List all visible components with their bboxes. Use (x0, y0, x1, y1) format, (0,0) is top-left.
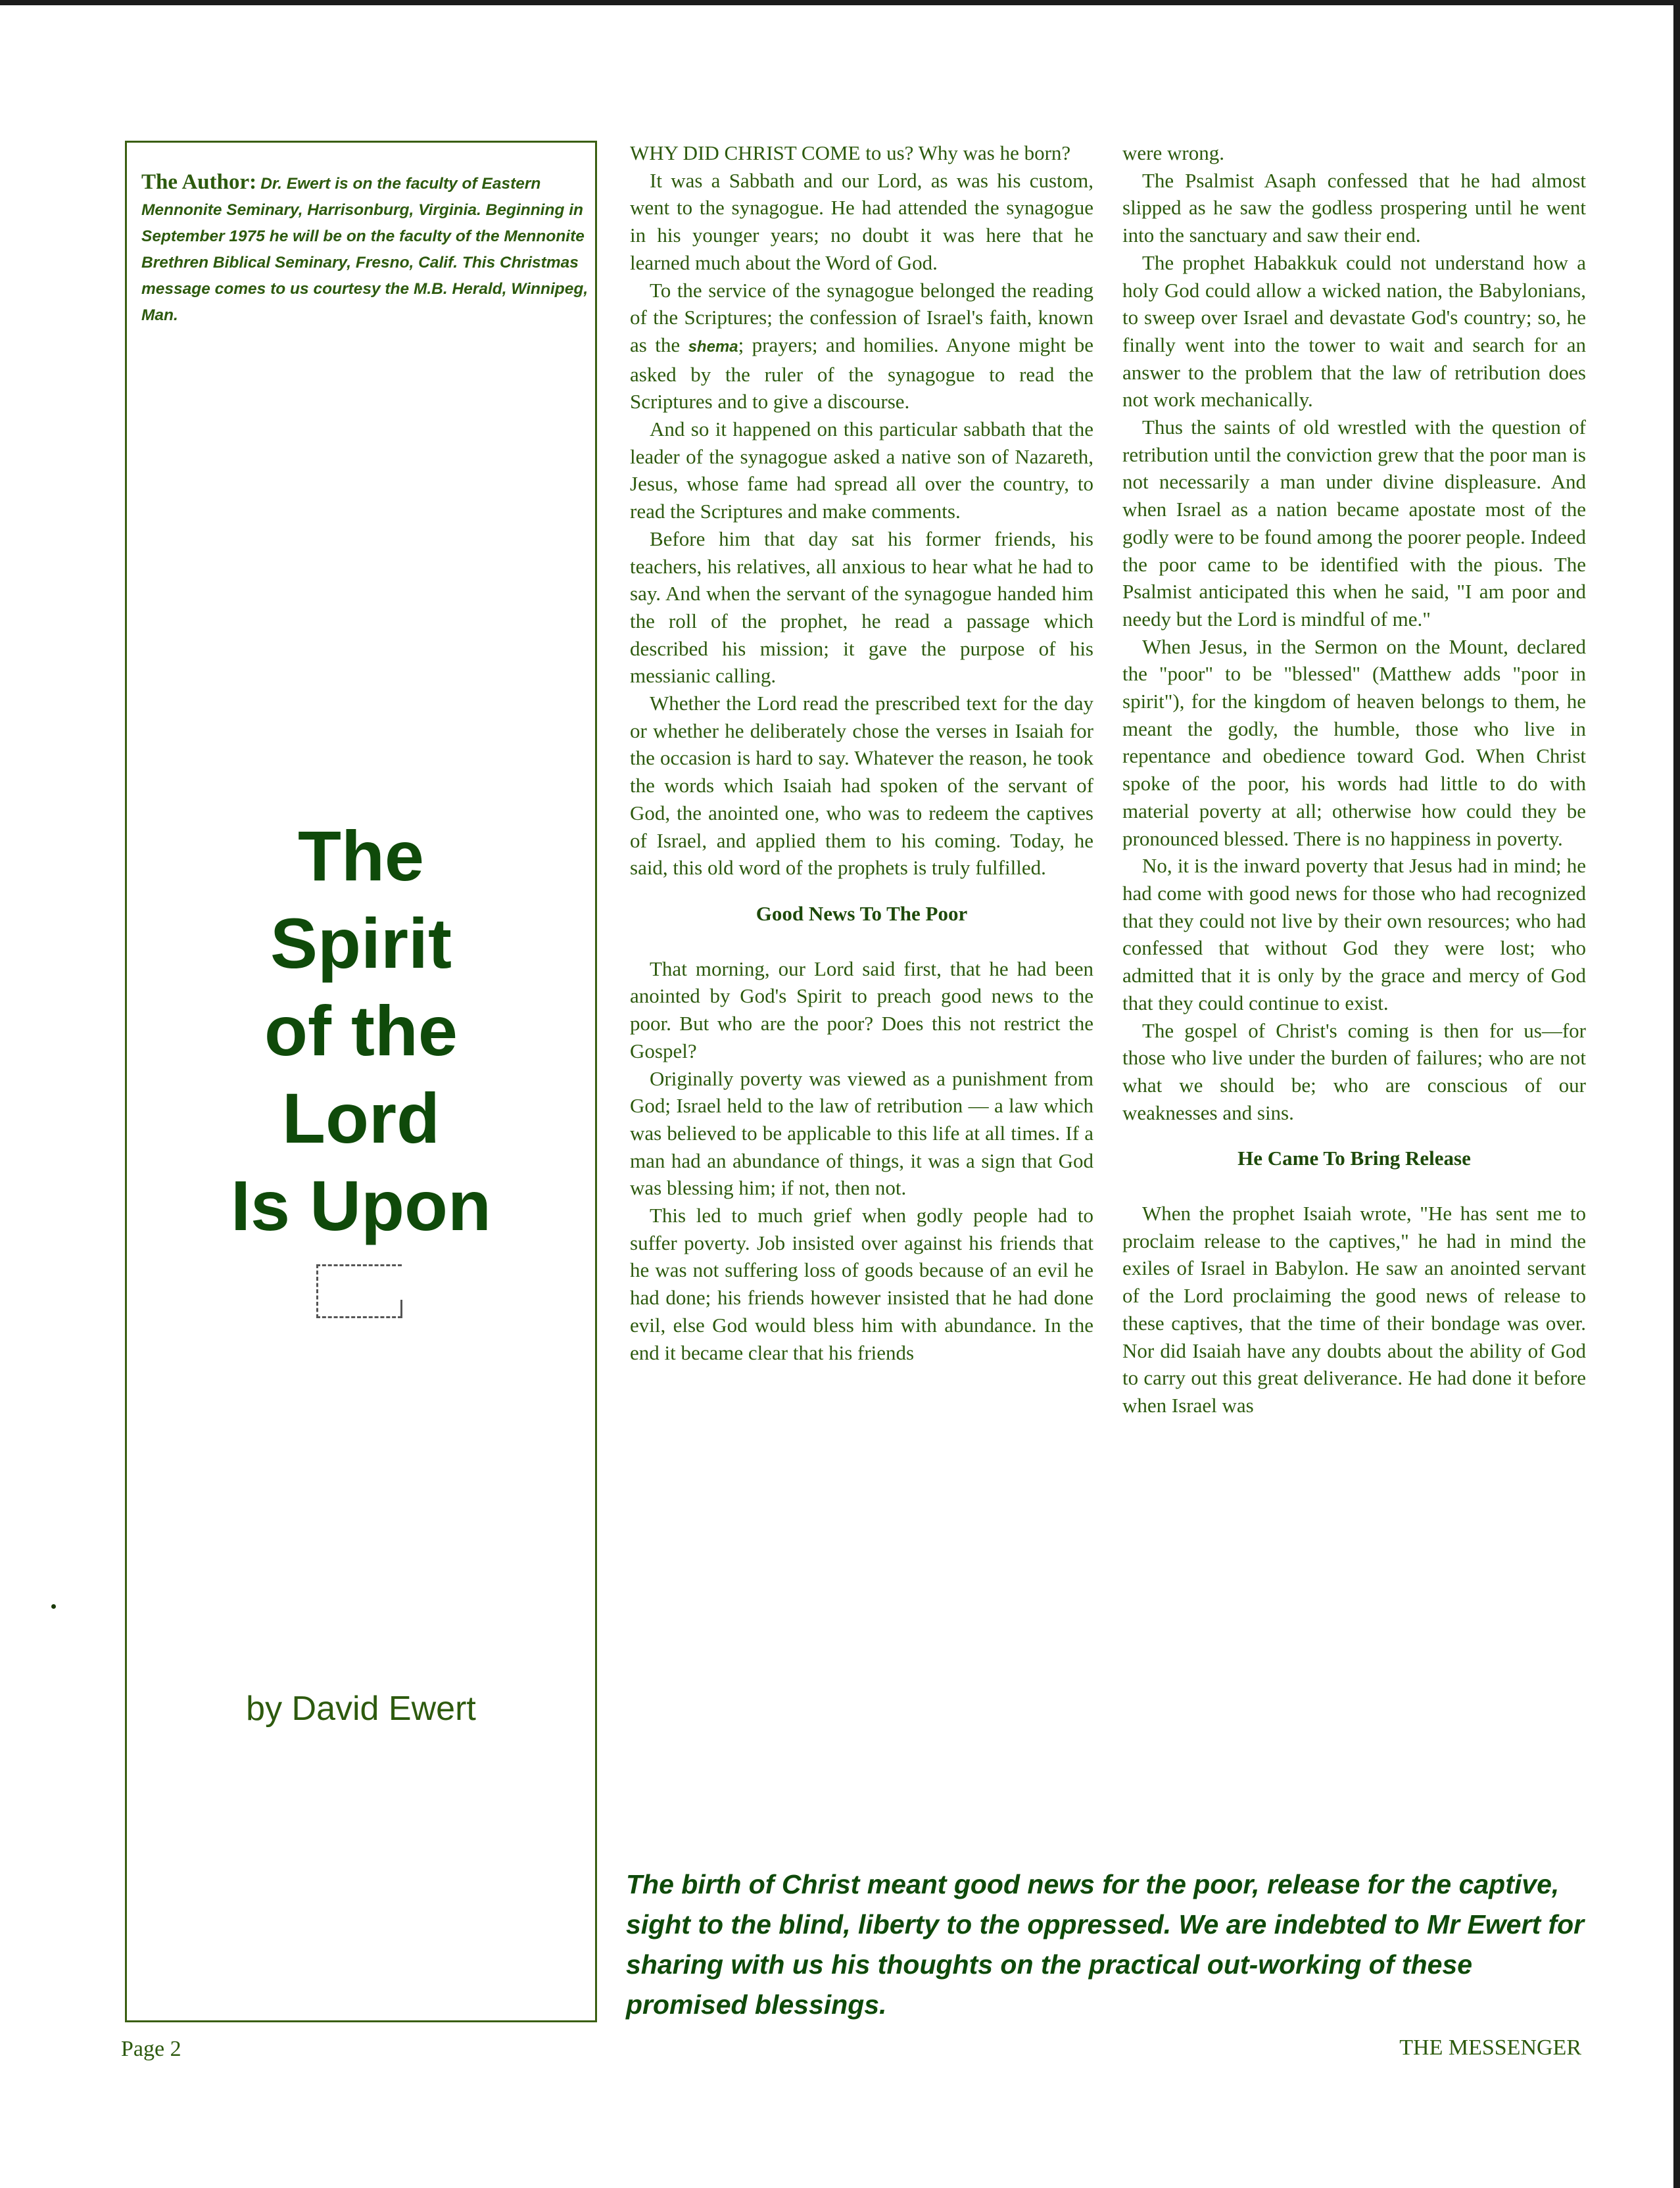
pull-quote: The birth of Christ meant good news for the poor, release for the captive, sight to the blind, liberty to the oppressed. We are indebted to Mr Ewert for sharing with us his thoughts on the practical out-working of these promised blessings. (626, 1869, 1585, 2020)
article-column-2 (1122, 139, 1586, 1419)
byline: by David Ewert (246, 1690, 476, 1728)
paragraph: No, it is the inward poverty that Jesus had in mind; he had come with good news for those who had recognized that they could not live by their own resources; who had confessed that without God they were lost; who admitted that it is only by the grace and mercy of God that they could continue to exist. (1122, 854, 1586, 1014)
paragraph: This led to much grief when godly people had to suffer poverty. Job insisted over against his friends that he was not suffering loss of goods because of an evil he had done; his friends however insisted that he had done evil, else God would bless him with abundance. In the end it became clear that his friends (630, 1204, 1093, 1364)
paragraph: When the prophet Isaiah wrote, "He has sent me to proclaim release to the captives," he had in mind the exiles of Israel in Babylon. He saw an anointed servant of the Lord proclaiming the good news of release to these captives, that the time of their bondage was over. Nor did Isaiah have any doubts about the ability of God to carry out this great deliverance. He had done it before when Israel was (1122, 1202, 1586, 1417)
scan-border-top (0, 0, 1680, 5)
article-title (127, 812, 595, 1249)
paragraph: When Jesus, in the Sermon on the Mount, declared the "poor" to be "blessed" (Matthew adds "poor in spirit"), for the kingdom of heaven belongs to them, he meant the godly, the humble, those who live in repentance and obedience toward God. When Christ spoke of the poor, his words had little to do with material poverty at all; otherwise how could they be pronounced blessed. There is no happiness in poverty. (1122, 634, 1586, 850)
shema-term: shema (688, 337, 738, 356)
paragraph: That morning, our Lord said first, that he had been anointed by God's Spirit to preach good news to the poor. But who are the poor? Does this not restrict the Gospel? (630, 957, 1093, 1062)
section-heading: He Came To Bring Release (1237, 1147, 1471, 1170)
paragraph: It was a Sabbath and our Lord, as was his custom, went to the synagogue. He had attended the synagogue in his younger years; no doubt it was here that he learned much about the Word of God. (630, 168, 1093, 274)
title-placeholder-tick (400, 1300, 402, 1318)
title-line: The (297, 816, 424, 895)
paragraph: To the service of the synagogue belonged the reading of the Scriptures; the confession of Israel's faith, known as the shema; prayers; and homilies. Anyone might be asked by the ruler of the synagogue to read the Scriptures and to give a discourse. (630, 278, 1093, 414)
publication-name: THE MESSENGER (1399, 2035, 1581, 2060)
author-note (141, 169, 588, 329)
paragraph: The prophet Habakkuk could not understand how a holy God could allow a wicked nation, the Babylonians, to sweep over Israel and devastate God's country; so, he finally went into the tower to wait and search for an answer to the problem that the law of retribution does not work mechanically. (1122, 250, 1586, 412)
paragraph: Originally poverty was viewed as a punishment from God; Israel held to the law of retribution — a law which was believed to be applicable to this life at all times. If a man had an abundance of things, it was a sign that God was blessing him; if not, then not. (630, 1066, 1093, 1200)
title-line: Lord (282, 1078, 440, 1158)
stray-mark (51, 1604, 56, 1609)
paragraph: Before him that day sat his former friends, his teachers, his relatives, all anxious to hear what he had to say. And when the servant of the synagogue handed him the roll of the prophet, he read a passage which described his mission; it gave the purpose of his messianic calling. (630, 527, 1093, 688)
title-placeholder-box (316, 1264, 402, 1318)
paragraph: Whether the Lord read the prescribed text for the day or whether he deliberately chose the verses in Isaiah for the occasion is hard to say. Whatever the reason, he took the words which Isaiah had spoken of the servant of God, the anointed one, who was to redeem the captives of Israel, and applied them to his coming. Today, he said, this old word of the prophets is truly fulfilled. (630, 692, 1093, 880)
scan-border-right (1673, 0, 1680, 2188)
title-sidebar (125, 141, 597, 2022)
title-line: Is Upon (231, 1166, 491, 1245)
title-line: Spirit (270, 903, 452, 983)
paragraph: WHY DID CHRIST COME to us? Why was he born? (630, 141, 1071, 164)
paragraph: Thus the saints of old wrestled with the question of retribution until the conviction grew that the poor man is not necessarily a man under divine displeasure. And when Israel as a nation became apostate most of the godly were to be found among the poorer people. Indeed the poor came to be identified with the pious. The Psalmist anticipated this when he said, "I am poor and needy but the Lord is mindful of me." (1122, 416, 1586, 630)
paragraph: And so it happened on this particular sabbath that the leader of the synagogue asked a native son of Nazareth, Jesus, whose fame had spread all over the country, to read the Scriptures and make comments. (630, 417, 1093, 523)
page-number: Page 2 (121, 2037, 181, 2061)
article-column-1 (630, 139, 1093, 1366)
title-line: of the (264, 991, 458, 1070)
author-bio: Dr. Ewert is on the faculty of Eastern Mennonite Seminary, Harrisonburg, Virginia. Beginning in September 1975 he will be on the faculty of the Mennonite Brethren Biblical Seminary, Fresno, Calif. This Christmas message comes to us courtesy the M.B. Herald, Winnipeg, Man. (141, 175, 588, 324)
author-label: The Author: (141, 170, 257, 194)
paragraph: The gospel of Christ's coming is then for us—for those who live under the burden of failures; who are not what we should be; who are conscious of our weaknesses and sins. (1122, 1018, 1586, 1124)
paragraph: were wrong. (1122, 141, 1224, 164)
paragraph: The Psalmist Asaph confessed that he had almost slipped as he saw the godless prospering until he went into the sanctuary and saw their end. (1122, 168, 1586, 247)
section-heading: Good News To The Poor (756, 901, 968, 925)
